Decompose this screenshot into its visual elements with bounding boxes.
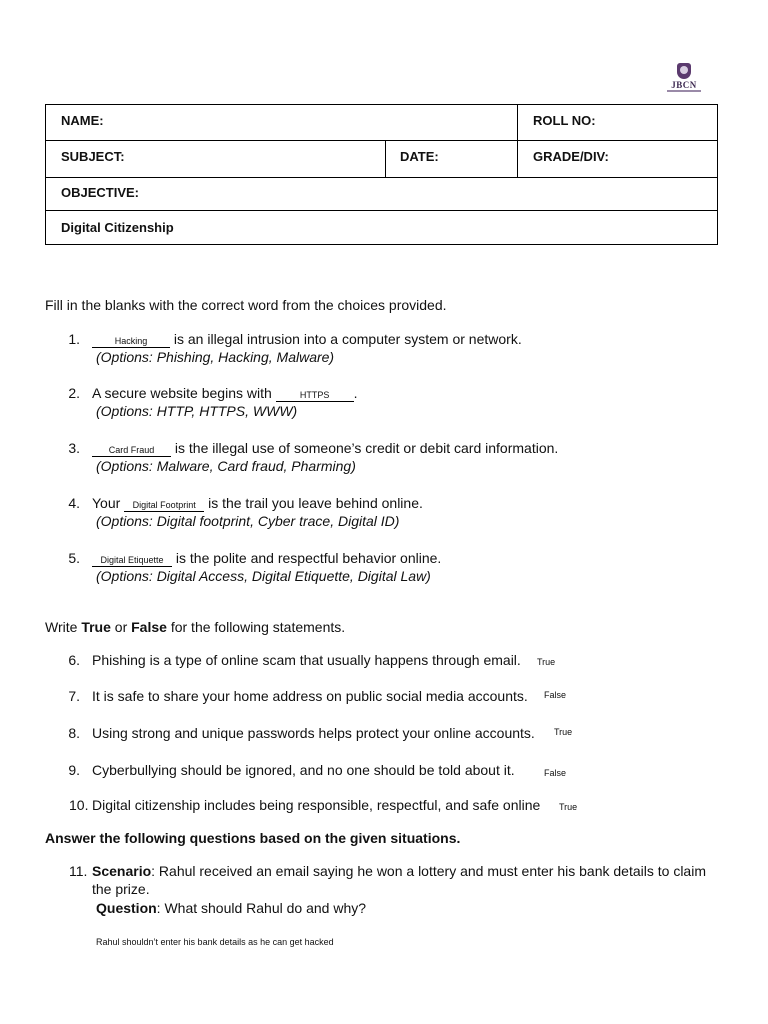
statement-text: Phishing is a type of online scam that usually happens through email. (92, 652, 521, 668)
name-label: NAME: (61, 113, 104, 128)
table-divider (46, 177, 717, 178)
fill-blank-item: Card Fraud is the illegal use of someone’s credit or debit card information. (92, 440, 558, 457)
statement-text: Using strong and unique passwords helps protect your online accounts. (92, 725, 535, 741)
logo-text: JBCN (671, 80, 697, 90)
true-false-answer: True (559, 802, 578, 812)
item-number: 2. (68, 385, 80, 401)
table-divider (517, 105, 518, 177)
fill-blank-item: Digital Etiquette is the polite and respectful behavior online. (92, 550, 441, 567)
student-info-table (45, 104, 718, 245)
answer-blank: Hacking (92, 336, 170, 348)
item-number: 4. (68, 495, 80, 511)
options-text: (Options: Digital footprint, Cyber trace, Digital ID) (96, 513, 400, 529)
true-false-answer: False (544, 690, 567, 700)
answer-blank: Card Fraud (92, 445, 171, 457)
item-number: 9. (68, 762, 80, 778)
item-number: 7. (68, 688, 80, 704)
objective-label: OBJECTIVE: (61, 185, 140, 200)
statement-text: Cyberbullying should be ignored, and no one should be told about it. (92, 762, 515, 778)
table-divider (385, 140, 386, 177)
item-number: 1. (68, 331, 80, 347)
scenario-text-cont: the prize. (92, 881, 150, 897)
statement-text: Digital citizenship includes being responsible, respectful, and safe online (92, 797, 541, 813)
options-text: (Options: Malware, Card fraud, Pharming) (96, 458, 356, 474)
roll-no-label: ROLL NO: (533, 113, 596, 128)
answer-blank: Digital Etiquette (92, 555, 172, 567)
fill-blank-item: Your Digital Footprint is the trail you leave behind online. (92, 495, 423, 511)
statement-text: It is safe to share your home address on public social media accounts. (92, 688, 528, 704)
section1-instruction: Fill in the blanks with the correct word from the choices provided. (45, 297, 447, 313)
question-text: Question: What should Rahul do and why? (96, 900, 367, 916)
item-number: 11. (69, 863, 88, 879)
item-number: 5. (68, 550, 80, 566)
fill-blank-item: Hacking is an illegal intrusion into a computer system or network. (92, 331, 522, 348)
written-answer: Rahul shouldn’t enter his bank details as he can get hacked (96, 937, 334, 947)
true-false-answer: True (554, 727, 573, 737)
true-false-answer: True (537, 657, 556, 667)
fill-blank-item: A secure website begins with HTTPS . (92, 385, 358, 401)
scenario-text: Scenario: Rahul received an email saying he won a lottery and must enter his bank details to claim (92, 863, 706, 879)
item-number: 6. (68, 652, 80, 668)
subject-label: SUBJECT: (61, 149, 125, 164)
options-text: (Options: Phishing, Hacking, Malware) (96, 349, 335, 365)
options-text: (Options: Digital Access, Digital Etiquette, Digital Law) (96, 568, 431, 584)
answer-blank: HTTPS (276, 390, 354, 402)
item-number: 8. (68, 725, 80, 741)
answer-blank: Digital Footprint (124, 500, 204, 512)
date-label: DATE: (400, 149, 439, 164)
logo-underline (667, 90, 701, 92)
school-logo (667, 63, 701, 95)
item-number: 3. (68, 440, 80, 456)
grade-div-label: GRADE/DIV: (533, 149, 609, 164)
item-number: 10. (69, 797, 89, 813)
true-false-answer: False (544, 768, 567, 778)
table-divider (46, 210, 717, 211)
options-text: (Options: HTTP, HTTPS, WWW) (96, 403, 298, 419)
table-divider (46, 140, 717, 141)
section2-instruction: Write True or False for the following statements. (45, 619, 346, 635)
crest-icon (677, 63, 691, 79)
section3-instruction: Answer the following questions based on the given situations. (45, 830, 461, 846)
topic-title: Digital Citizenship (61, 220, 174, 235)
